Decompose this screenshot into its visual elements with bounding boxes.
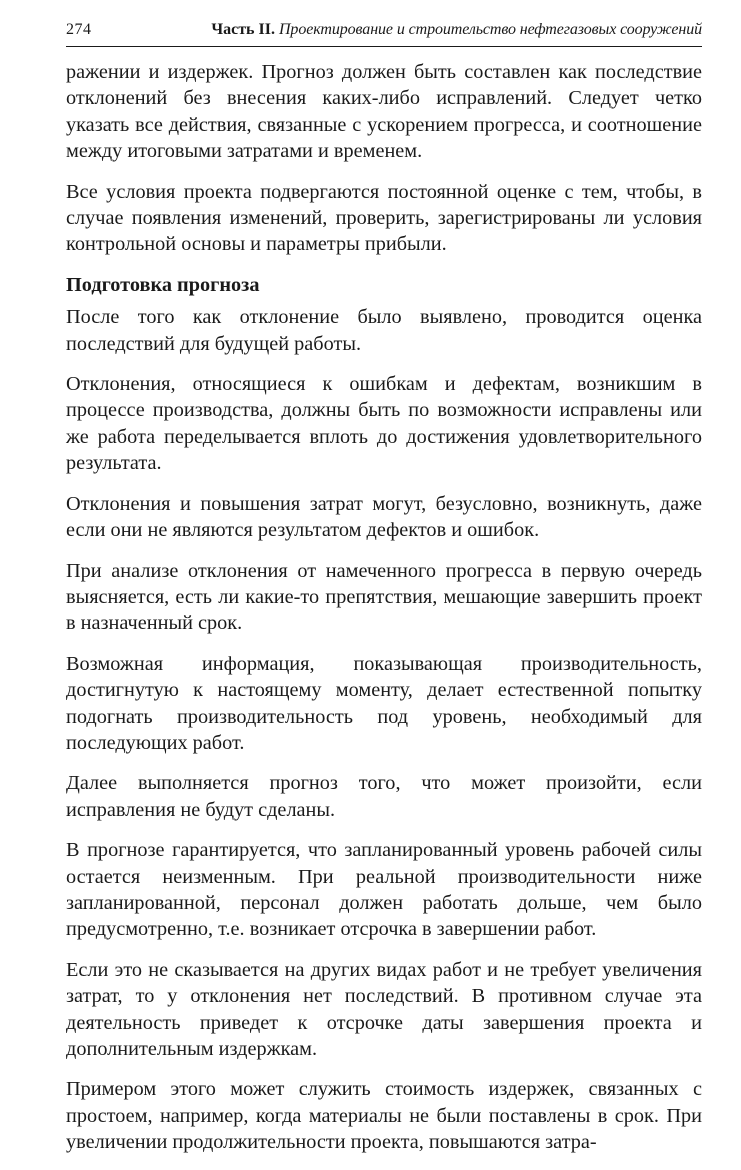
paragraph-2: Все условия проекта подвергаются постоянной оценке с тем, чтобы, в случае появления изменений, проверить, зарегистрированы ли условия контрольной основы и параметры прибыли. [66,180,702,256]
paragraph-3: После того как отклонение было выявлено, проводится оценка последствий для будущей работы. [66,306,702,355]
chapter-title: Проектирование и строительство нефтегазовых сооружений [278,21,702,38]
page-number: 274 [66,21,92,38]
paragraph-10: Если это не сказывается на других видах работ и не требует увеличения затрат, то у отклонения нет последствий. В противном случае эта деятельность приведет к отсрочке даты завершения проекта и дополнительным издержкам. [66,958,702,1060]
paragraph-9: В прогнозе гарантируется, что запланированный уровень рабочей силы остается неизменным. При реальной производительности ниже запланированной, персонал должен работать дольше, чем было предусмотренно, т.е. возникает отсрочка в завершении работ. [66,839,702,941]
paragraph-7: Возможная информация, показывающая производительность, достигнутую к настоящему моменту, делает естественной попытку подогнать производительность под уровень, необходимый для последующих работ. [66,652,702,754]
paragraph-1: ражении и издержек. Прогноз должен быть составлен как последствие отклонений без внесения каких-либо исправлений. Следует четко указать все действия, связанные с ускорением прогресса, и соотношение между итоговыми затратами и временем. [66,61,702,163]
paragraph-6: При анализе отклонения от намеченного прогресса в первую очередь выясняется, есть ли какие-то препятствия, мешающие завершить проект в назначенный срок. [66,559,702,635]
section-heading: Подготовка прогноза [66,273,260,296]
paragraph-11: Примером этого может служить стоимость издержек, связанных с простоем, например, когда материалы не были поставлены в срок. При увеличении продолжительности проекта, повышаются затра- [66,1078,702,1154]
paragraph-4: Отклонения, относящиеся к ошибкам и дефектам, возникшим в процессе производства, должны быть по возможности исправлены или же работа переделывается вплоть до достижения удовлетворительного результата. [66,373,702,475]
running-header [66,20,702,47]
book-page [66,20,702,1170]
paragraph-8: Далее выполняется прогноз того, что может произойти, если исправления не будут сделаны. [66,772,702,821]
running-title [146,20,702,40]
page-body [66,59,702,1156]
paragraph-5: Отклонения и повышения затрат могут, безусловно, возникнуть, даже если они не являются результатом дефектов и ошибок. [66,492,702,542]
part-label: Часть II. [211,21,275,38]
